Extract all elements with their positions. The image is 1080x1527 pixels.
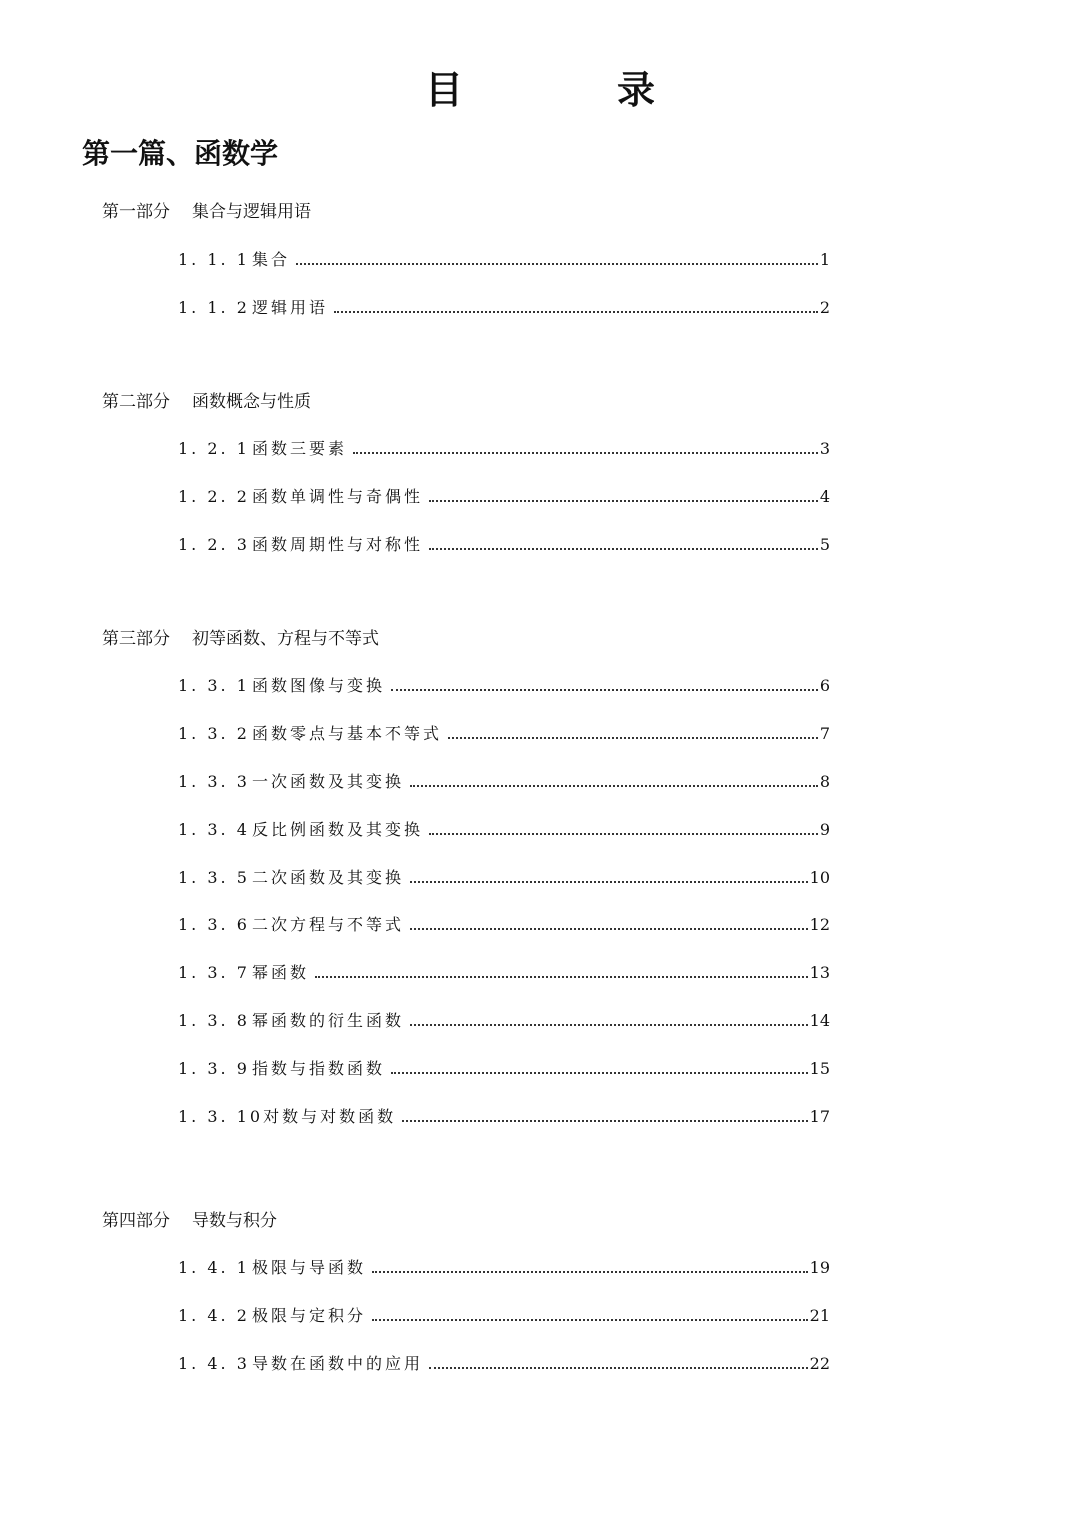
section-number: 1. 3. 6 (178, 915, 250, 934)
volume-title: 第一篇、函数学 (82, 137, 279, 170)
dot-leader (429, 833, 818, 835)
toc-entry[interactable] (178, 248, 830, 272)
dot-leader (391, 1072, 808, 1074)
section-title: 指数与指数函数 (252, 1059, 386, 1078)
part-heading (102, 390, 311, 414)
part-heading (102, 627, 379, 651)
dot-leader (334, 311, 818, 313)
section-title: 对数与对数函数 (263, 1107, 397, 1126)
part-heading (102, 1209, 277, 1233)
toc-entry[interactable] (178, 533, 830, 557)
page-number: 2 (819, 298, 830, 317)
section-title: 函数单调性与奇偶性 (252, 487, 424, 506)
toc-entry[interactable] (178, 1304, 830, 1328)
part-number: 第二部分 (102, 392, 170, 412)
section-title: 反比例函数及其变换 (252, 820, 424, 839)
page-number: 3 (819, 439, 830, 458)
page-number: 8 (819, 772, 830, 791)
section-title: 导数在函数中的应用 (252, 1354, 424, 1373)
part-number: 第四部分 (102, 1211, 170, 1231)
section-number: 1. 3. 2 (178, 724, 250, 743)
section-number: 1. 2. 1 (178, 439, 250, 458)
dot-leader (315, 976, 808, 978)
dot-leader (448, 737, 818, 739)
section-number: 1. 3. 8 (178, 1011, 250, 1030)
section-number: 1. 1. 2 (178, 298, 250, 317)
toc-entry[interactable] (178, 913, 830, 937)
dot-leader (429, 1367, 808, 1369)
part-title: 函数概念与性质 (192, 392, 311, 412)
page-number: 6 (819, 676, 830, 695)
page-number: 5 (819, 535, 830, 554)
toc-entry[interactable] (178, 1057, 830, 1081)
part-number: 第三部分 (102, 629, 170, 649)
section-title: 函数周期性与对称性 (252, 535, 424, 554)
toc-entry[interactable] (178, 1352, 830, 1376)
toc-entry[interactable] (178, 1256, 830, 1280)
dot-leader (296, 263, 818, 265)
part-title: 导数与积分 (192, 1211, 277, 1231)
dot-leader (410, 881, 808, 883)
toc-entry[interactable] (178, 866, 830, 890)
section-number: 1. 2. 2 (178, 487, 250, 506)
page-number: 9 (819, 820, 830, 839)
section-number: 1. 3. 5 (178, 868, 250, 887)
toc-entry[interactable] (178, 674, 830, 698)
part-number: 第一部分 (102, 202, 170, 222)
section-number: 1. 3. 9 (178, 1059, 250, 1078)
section-title: 函数三要素 (252, 439, 348, 458)
toc-entry[interactable] (178, 1105, 830, 1129)
dot-leader (429, 548, 818, 550)
page-number: 10 (809, 868, 830, 887)
section-title: 幂函数的衍生函数 (252, 1011, 405, 1030)
page-number: 1 (819, 250, 830, 269)
section-number: 1. 2. 3 (178, 535, 250, 554)
page-number: 21 (809, 1306, 830, 1325)
page-number: 19 (809, 1258, 830, 1277)
part-title: 集合与逻辑用语 (192, 202, 311, 222)
section-title: 二次方程与不等式 (252, 915, 405, 934)
section-title: 函数图像与变换 (252, 676, 386, 695)
toc-entry[interactable] (178, 722, 830, 746)
part-title: 初等函数、方程与不等式 (192, 629, 379, 649)
toc-entry[interactable] (178, 437, 830, 461)
section-number: 1. 4. 1 (178, 1258, 250, 1277)
page-number: 4 (819, 487, 830, 506)
dot-leader (372, 1319, 808, 1321)
page-number: 22 (809, 1354, 830, 1373)
dot-leader (410, 785, 818, 787)
section-number: 1. 1. 1 (178, 250, 250, 269)
section-number: 1. 3. 7 (178, 963, 250, 982)
section-number: 1. 3. 3 (178, 772, 250, 791)
toc-entry[interactable] (178, 1009, 830, 1033)
page-number: 15 (809, 1059, 830, 1078)
section-title: 二次函数及其变换 (252, 868, 405, 887)
dot-leader (410, 1024, 808, 1026)
section-title: 函数零点与基本不等式 (252, 724, 443, 743)
section-number: 1. 4. 2 (178, 1306, 250, 1325)
toc-entry[interactable] (178, 485, 830, 509)
page-number: 12 (809, 915, 830, 934)
page-number: 7 (819, 724, 830, 743)
dot-leader (402, 1120, 808, 1122)
part-heading (102, 200, 311, 224)
section-title: 极限与导函数 (252, 1258, 367, 1277)
toc-entry[interactable] (178, 770, 830, 794)
section-title: 一次函数及其变换 (252, 772, 405, 791)
page-number: 17 (809, 1107, 830, 1126)
section-title: 幂函数 (252, 963, 310, 982)
dot-leader (429, 500, 818, 502)
dot-leader (410, 928, 808, 930)
page-number: 14 (809, 1011, 830, 1030)
page-title: 目 录 (424, 68, 713, 112)
section-number: 1. 4. 3 (178, 1354, 250, 1373)
section-title: 逻辑用语 (252, 298, 329, 317)
toc-entry[interactable] (178, 961, 830, 985)
section-title: 集合 (252, 250, 291, 269)
section-title: 极限与定积分 (252, 1306, 367, 1325)
dot-leader (353, 452, 818, 454)
section-number: 1. 3. 1 (178, 676, 250, 695)
toc-entry[interactable] (178, 818, 830, 842)
section-number: 1. 3. 4 (178, 820, 250, 839)
dot-leader (391, 689, 818, 691)
dot-leader (372, 1271, 808, 1273)
toc-entry[interactable] (178, 296, 830, 320)
page-number: 13 (809, 963, 830, 982)
section-number: 1. 3. 10 (178, 1107, 264, 1126)
